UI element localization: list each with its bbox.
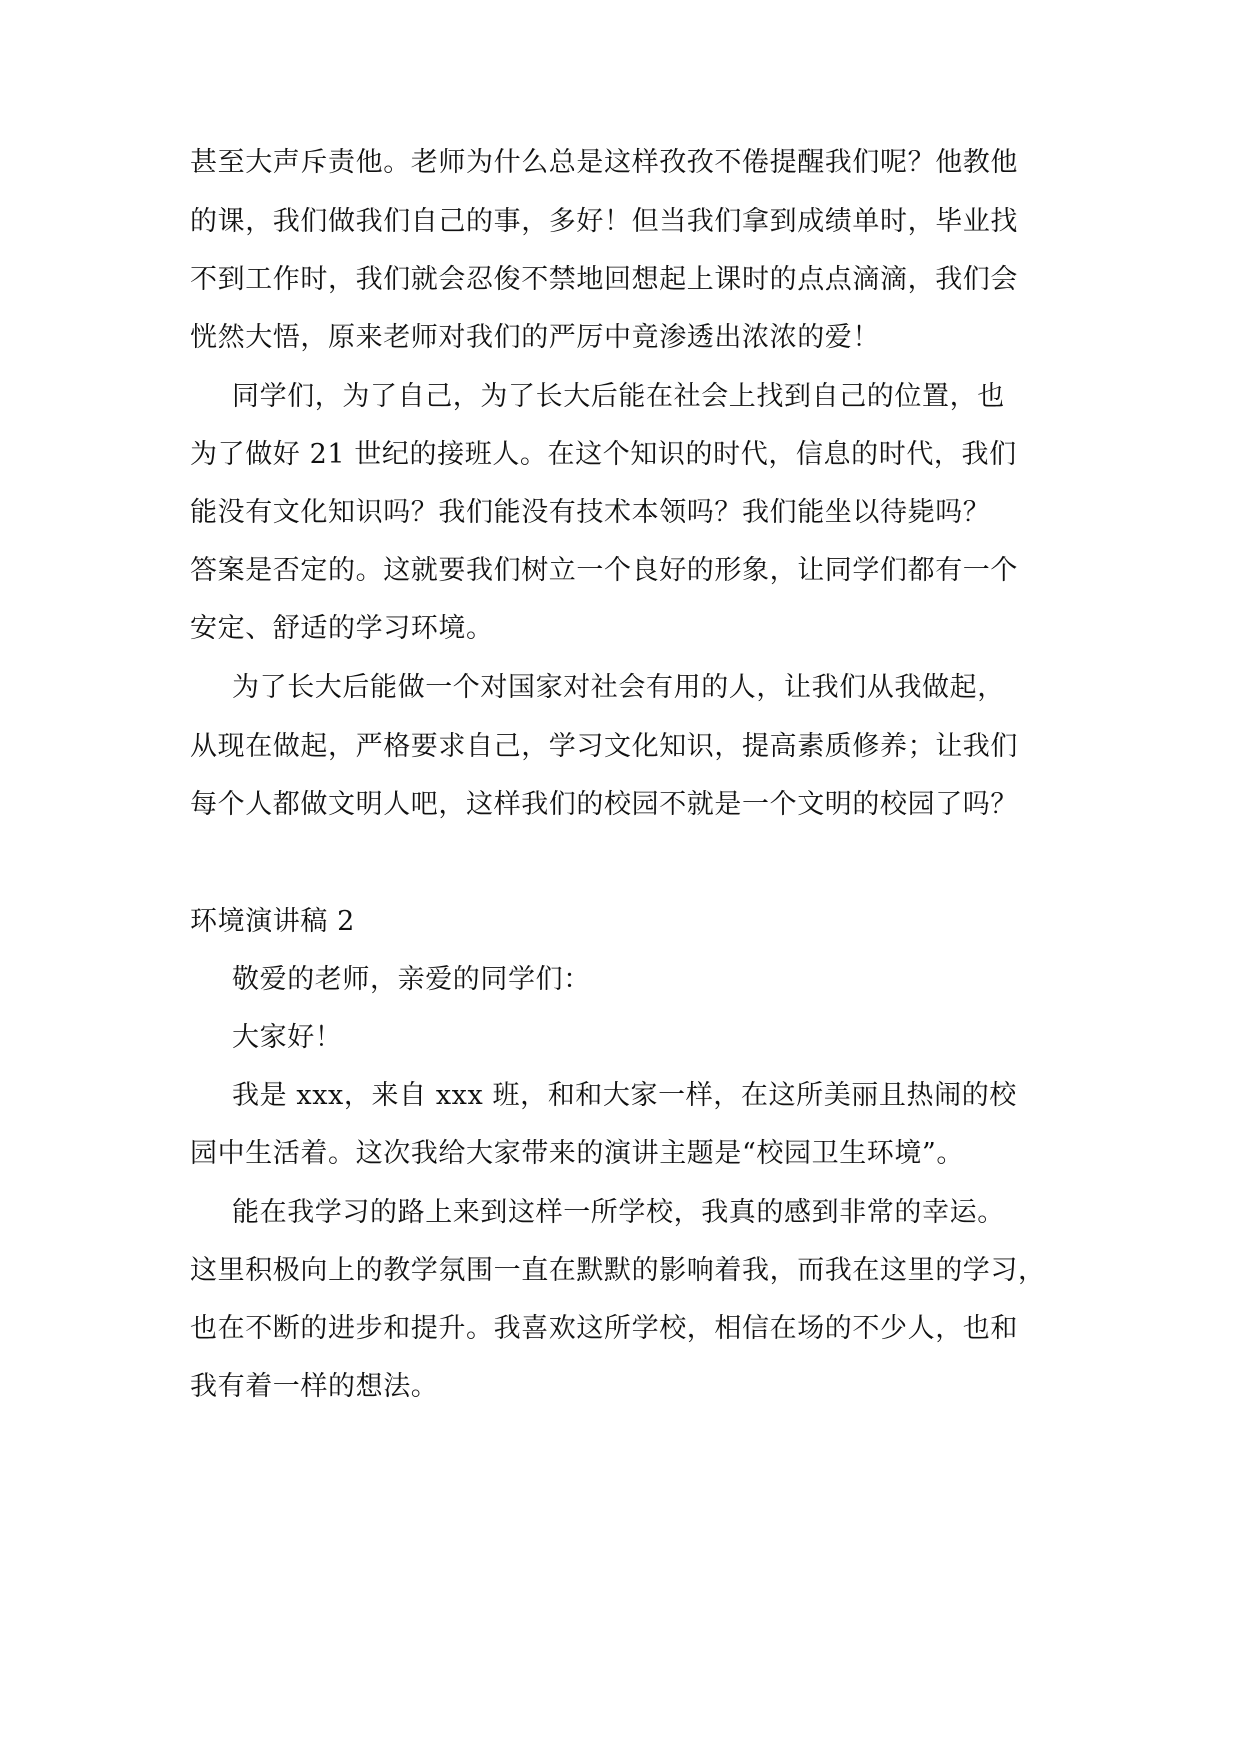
text-line: 我是 xxx，来自 xxx 班，和和大家一样，在这所美丽且热闹的校	[232, 1080, 1017, 1111]
text-line: 我有着一样的想法。	[190, 1371, 439, 1402]
text-line: 每个人都做文明人吧，这样我们的校园不就是一个文明的校园了吗？	[190, 789, 1018, 820]
text-line: 不到工作时，我们就会忍俊不禁地回想起上课时的点点滴滴，我们会	[190, 264, 1018, 295]
text-line: 的课，我们做我们自己的事，多好！但当我们拿到成绩单时，毕业找	[190, 206, 1018, 237]
text-line: 从现在做起，严格要求自己，学习文化知识，提高素质修养；让我们	[190, 731, 1018, 762]
text-line: 安定、舒适的学习环境。	[190, 613, 494, 644]
text-line: 为了长大后能做一个对国家对社会有用的人，让我们从我做起，	[232, 672, 1005, 703]
greeting: 大家好！	[232, 1022, 343, 1053]
text-line: 园中生活着。这次我给大家带来的演讲主题是“校园卫生环境”。	[190, 1138, 965, 1169]
text-line: 恍然大悟，原来老师对我们的严厉中竟渗透出浓浓的爱！	[190, 322, 880, 353]
text-line: 为了做好 21 世纪的接班人。在这个知识的时代，信息的时代，我们	[190, 439, 1017, 470]
text-line: 能没有文化知识吗？我们能没有技术本领吗？我们能坐以待毙吗？	[190, 497, 991, 528]
salutation: 敬爱的老师，亲爱的同学们：	[232, 964, 591, 995]
text-line: 这里积极向上的教学氛围一直在默默的影响着我，而我在这里的学习，	[190, 1255, 1046, 1286]
text-line: 也在不断的进步和提升。我喜欢这所学校，相信在场的不少人，也和	[190, 1313, 1018, 1344]
text-line: 甚至大声斥责他。老师为什么总是这样孜孜不倦提醒我们呢？他教他	[190, 147, 1018, 178]
text-line: 同学们，为了自己，为了长大后能在社会上找到自己的位置，也	[232, 381, 1005, 412]
text-line: 能在我学习的路上来到这样一所学校，我真的感到非常的幸运。	[232, 1197, 1005, 1228]
section-title: 环境演讲稿 2	[190, 906, 355, 937]
text-line: 答案是否定的。这就要我们树立一个良好的形象，让同学们都有一个	[190, 555, 1018, 586]
